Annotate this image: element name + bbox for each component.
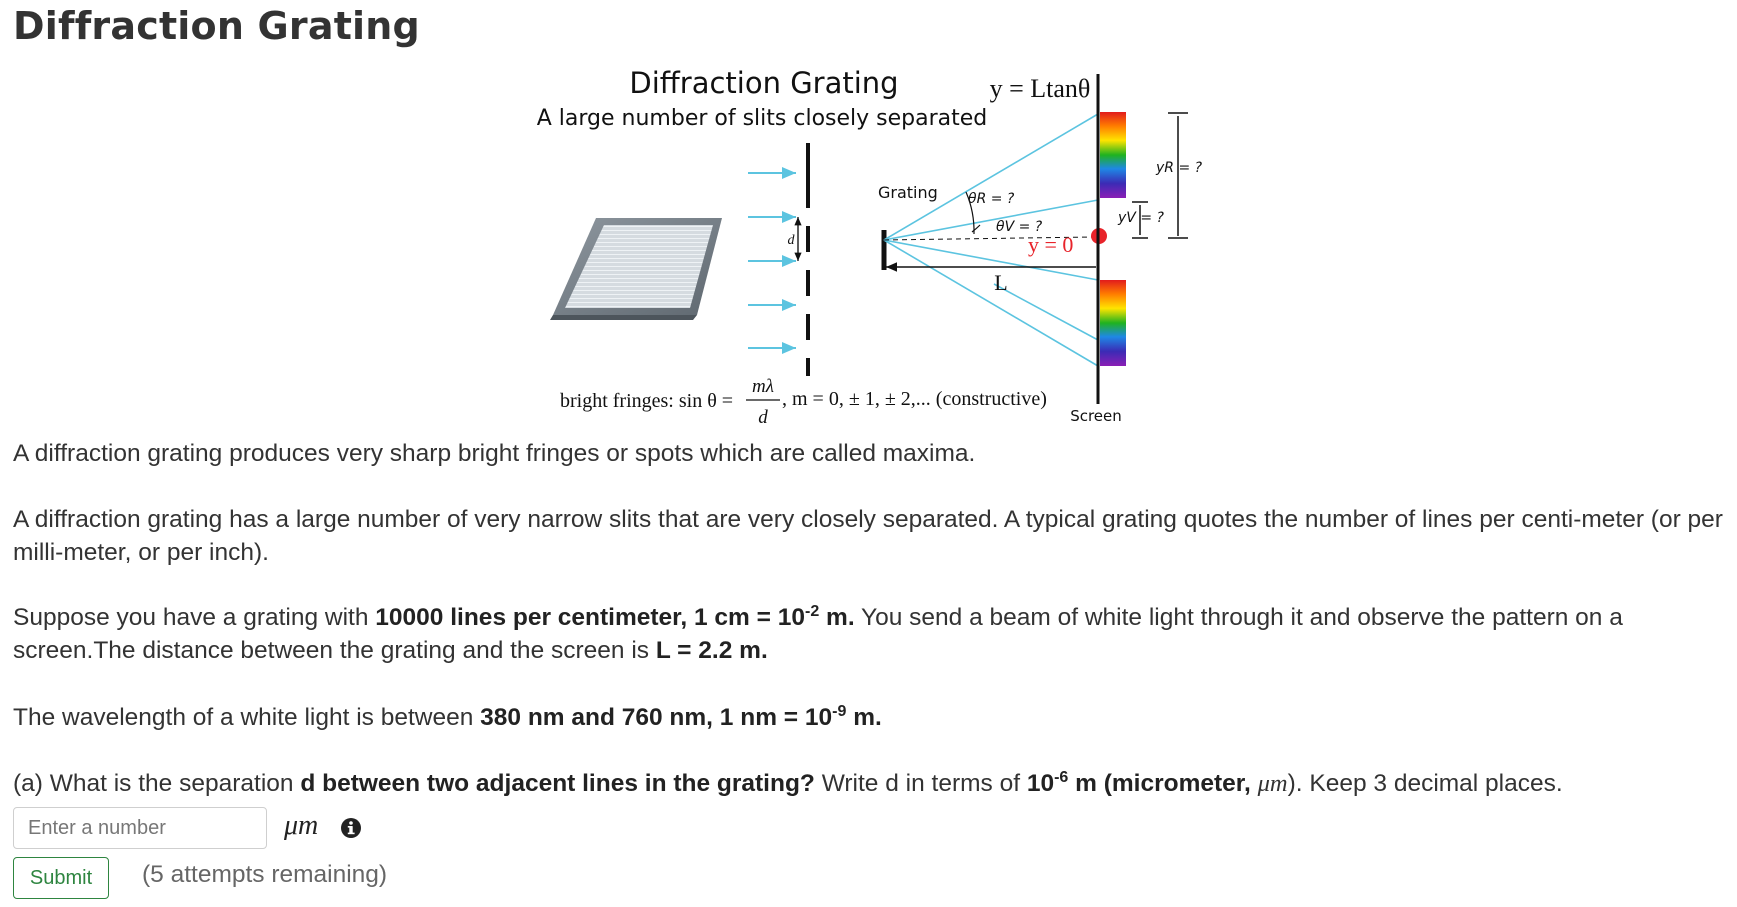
question-a-text-c: Write d in terms of [814,770,1027,797]
formula-numerator: mλ [752,376,774,397]
figure-title: Diffraction Grating [629,66,899,100]
grating-label: Grating [878,183,938,202]
info-icon[interactable] [340,817,362,839]
question-a-close: ). [1287,770,1303,797]
theta-r-label: θR = ? [968,191,1015,207]
theta-v-label: θV = ? [996,219,1043,235]
question-a [13,767,1723,800]
slit-spacing-label: d [787,233,795,248]
question-a-text-a: (a) What is the separation [13,770,301,797]
upper-spectrum [1100,112,1126,198]
grating-plate-illustration [550,218,722,320]
question-a-units: $10^{-6}$ m (micrometer, [1026,768,1258,797]
figure-subtitle: A large number of slits closely separated [536,106,988,131]
distance-label: L [994,270,1008,295]
setup-distance-L: L = 2.2 m. [655,637,768,664]
setup-text-a: Suppose you have a grating with [13,604,376,631]
question-a-mu: μm [1257,770,1288,797]
wavelength-range: 380 nm and 760 nm, 1 nm = $10^{-9}$ m. [480,702,882,731]
question-a-bold: d between two adjacent lines in the grating? [300,770,815,797]
formula-suffix: , m = 0, ± 1, ± 2,... (constructive) [782,388,1047,410]
answer-unit: μm [284,810,319,841]
paragraph-grating-description: A diffraction grating has a large number of very narrow slits that are very closely separated. A typical grating quotes the number of lines per centi-meter (or per milli-meter, or per inch). [13,506,1723,566]
question-a-decimals: Keep 3 decimal places. [1302,770,1563,797]
setup-text-c: You send a beam of white light through it and observe the pattern on a screen.The distance between the grating and the screen is [13,604,1623,664]
setup-lines-per-cm: 10000 lines per centimeter, 1 cm = $10^{-2}$ m. [375,602,855,631]
paragraph-wavelength [13,701,1723,734]
paragraph-maxima: A diffraction grating produces very sharp bright fringes or spots which are called maxima. [13,440,976,467]
yv-label: yV = ? [1118,210,1164,226]
y-formula: y = Ltanθ [989,74,1091,103]
formula-prefix: bright fringes: sin θ = [560,390,734,412]
wavelength-text-a: The wavelength of a white light is between [13,704,481,731]
screen-label: Screen [1070,407,1122,425]
bright-fringes-formula [560,376,1047,428]
answer-input[interactable] [13,807,267,849]
submit-button[interactable]: Submit [13,857,109,899]
formula-denominator: d [758,407,768,428]
diffraction-figure [0,0,1737,440]
incoming-light-rays [748,173,796,348]
y-zero-label: y = 0 [1028,232,1074,257]
page-title: Diffraction Grating [13,4,420,48]
angle-arc-small [972,225,980,232]
attempts-remaining: (5 attempts remaining) [142,861,388,888]
lower-spectrum [1100,280,1126,366]
yr-label: yR = ? [1156,160,1203,176]
paragraph-setup [13,601,1723,667]
